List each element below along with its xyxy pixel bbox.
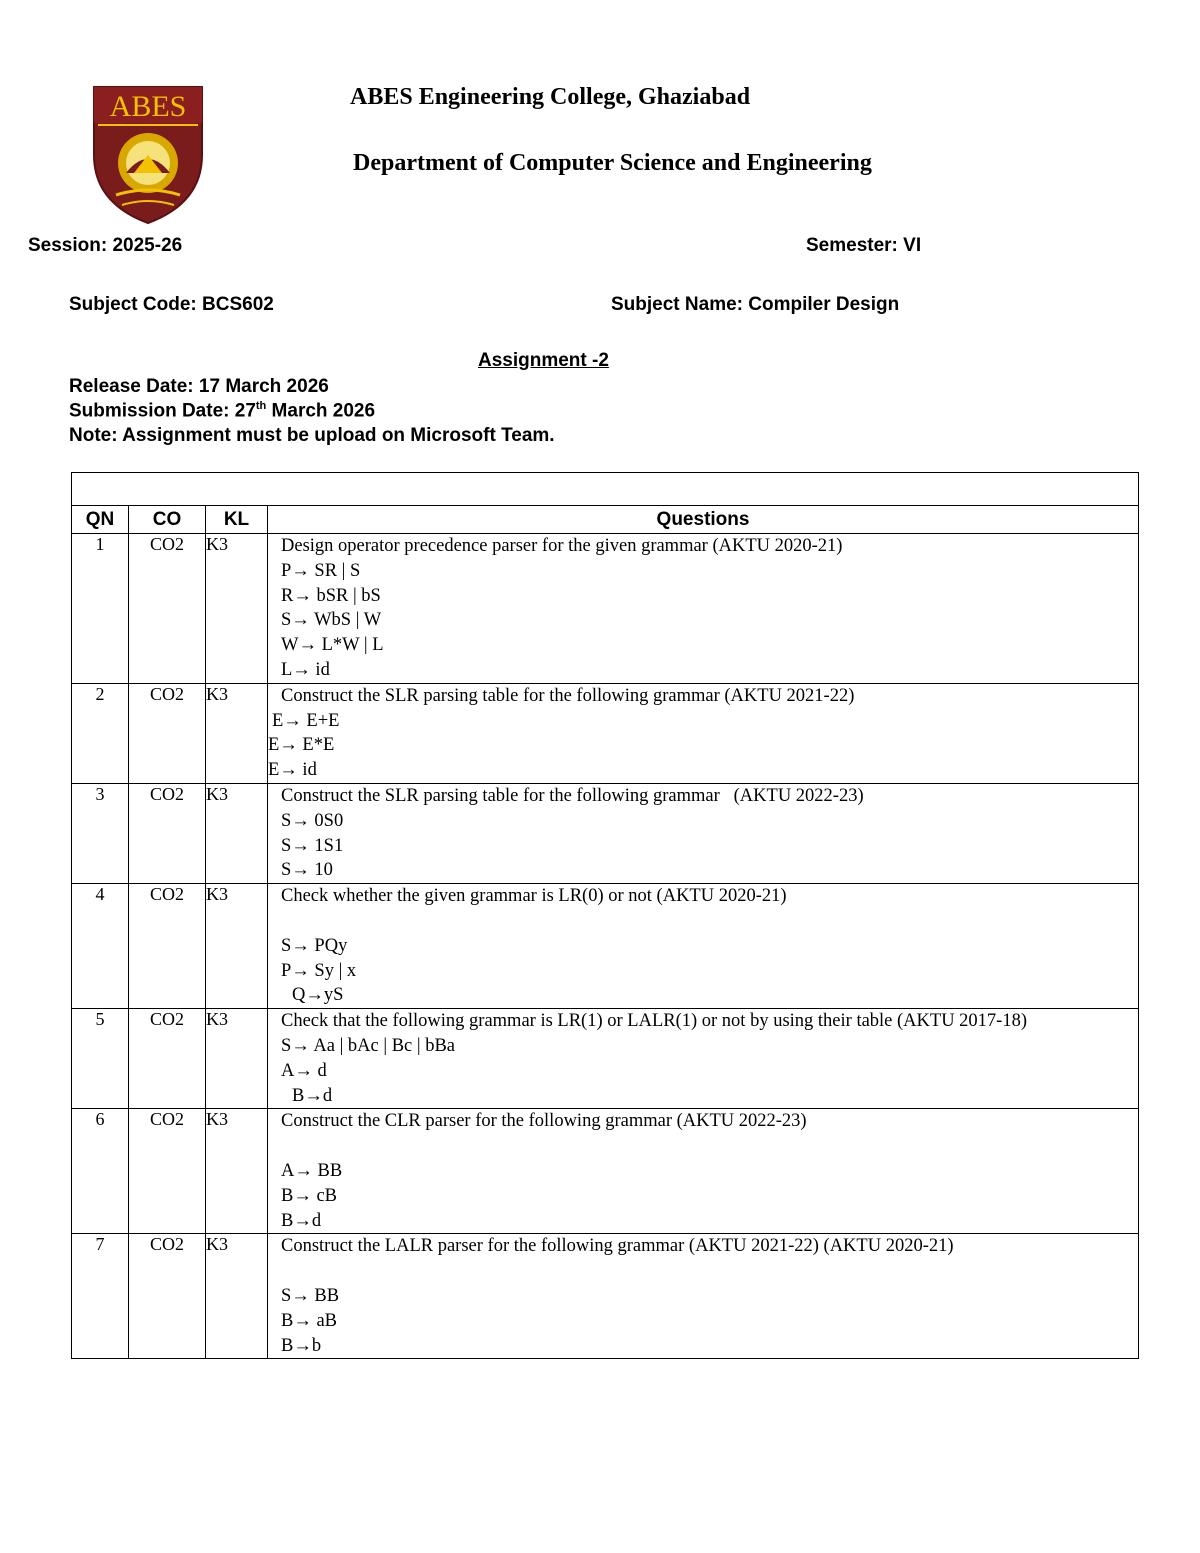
session-label: Session: 2025-26 [28,235,183,256]
knowledge-level: K3 [206,1009,268,1109]
submission-date [69,400,375,422]
question-text: Construct the SLR parsing table for the following grammar (AKTU 2021-22) [281,685,855,706]
blank-line [268,1134,1138,1159]
grammar-line: P→ SR | S [281,560,361,581]
grammar-line: S→ 10 [281,860,333,881]
knowledge-level: K3 [206,534,268,684]
question-cell [268,534,1139,684]
table-row [72,783,1139,883]
submission-sup: th [255,400,267,412]
grammar-line: B→d [281,1210,322,1231]
header-questions: Questions [268,506,1139,534]
question-cell [268,683,1139,783]
blank-row [72,473,1139,506]
course-outcome: CO2 [129,1234,206,1359]
question-number: 4 [72,884,129,1009]
grammar-line: A→ d [281,1060,327,1081]
knowledge-level: K3 [206,884,268,1009]
question-cell [268,1009,1139,1109]
question-number: 5 [72,1009,129,1109]
grammar-line: P→ Sy | x [281,960,357,981]
grammar-line: S→ Aa | bAc | Bc | bBa [281,1035,455,1056]
question-number: 1 [72,534,129,684]
question-text: Check that the following grammar is LR(1) or LALR(1) or not by using their table (AKTU 2017-18) [281,1011,1028,1032]
assignment-note: Note: Assignment must be upload on Microsoft Team. [69,425,555,446]
grammar-line: S→ 0S0 [281,810,344,831]
course-outcome: CO2 [129,1109,206,1234]
question-text: Construct the SLR parsing table for the following grammar (AKTU 2022-23) [281,785,864,806]
header-qn: QN [72,506,129,534]
knowledge-level: K3 [206,1109,268,1234]
question-cell [268,884,1139,1009]
grammar-line: S→ WbS | W [281,610,382,631]
grammar-line: S→ BB [281,1285,340,1306]
question-text: Design operator precedence parser for the given grammar (AKTU 2020-21) [281,536,843,556]
grammar-line: A→ BB [281,1160,343,1181]
grammar-line: B→b [281,1335,322,1356]
subject-code: Subject Code: BCS602 [69,294,274,315]
table-row [72,1234,1139,1359]
assignment-title: Assignment -2 [478,350,609,371]
question-number: 7 [72,1234,129,1359]
grammar-line: B→ cB [281,1185,338,1206]
blank-line [268,1259,1138,1284]
header-co: CO [129,506,206,534]
question-number: 6 [72,1109,129,1234]
table-row [72,683,1139,783]
knowledge-level: K3 [206,683,268,783]
header-row [72,506,1139,534]
grammar-line: R→ bSR | bS [281,585,381,606]
college-name: ABES Engineering College, Ghaziabad [350,84,751,110]
question-cell [268,1234,1139,1359]
knowledge-level: K3 [206,783,268,883]
question-cell [268,783,1139,883]
grammar-line: S→ PQy [281,935,348,956]
question-cell [268,1109,1139,1234]
blank-cell [72,473,1139,506]
course-outcome: CO2 [129,1009,206,1109]
question-number: 3 [72,783,129,883]
question-number: 2 [72,683,129,783]
table-row [72,884,1139,1009]
course-outcome: CO2 [129,683,206,783]
submission-suffix: March 2026 [266,400,376,422]
abes-logo [92,85,204,225]
knowledge-level: K3 [206,1234,268,1359]
grammar-line: Q→yS [292,985,344,1006]
course-outcome: CO2 [129,884,206,1009]
semester-label: Semester: VI [806,235,922,256]
question-text: Check whether the given grammar is LR(0) or not (AKTU 2020-21) [281,886,787,907]
blank-line [268,909,1138,934]
table-row [72,1009,1139,1109]
submission-prefix: Submission Date: 27 [69,400,256,422]
table-row [72,534,1139,684]
table-row [72,1109,1139,1234]
grammar-line: L→ id [281,659,330,680]
course-outcome: CO2 [129,783,206,883]
question-text: Construct the LALR parser for the following grammar (AKTU 2021-22) (AKTU 2020-21) [281,1236,954,1257]
grammar-line: E→ id [268,760,317,781]
questions-table [71,472,1139,1359]
course-outcome: CO2 [129,534,206,684]
subject-name: Subject Name: Compiler Design [611,294,900,315]
svg-text:ABES: ABES [109,90,187,123]
grammar-line: B→d [292,1085,333,1106]
grammar-line: S→ 1S1 [281,835,344,856]
department-name: Department of Computer Science and Engineering [353,150,872,176]
grammar-line: W→ L*W | L [281,635,384,656]
header-kl: KL [206,506,268,534]
grammar-line: E→ E+E [272,710,340,731]
release-date: Release Date: 17 March 2026 [69,376,329,397]
question-text: Construct the CLR parser for the following grammar (AKTU 2022-23) [281,1111,807,1132]
grammar-line: B→ aB [281,1310,338,1331]
grammar-line: E→ E*E [268,735,335,756]
